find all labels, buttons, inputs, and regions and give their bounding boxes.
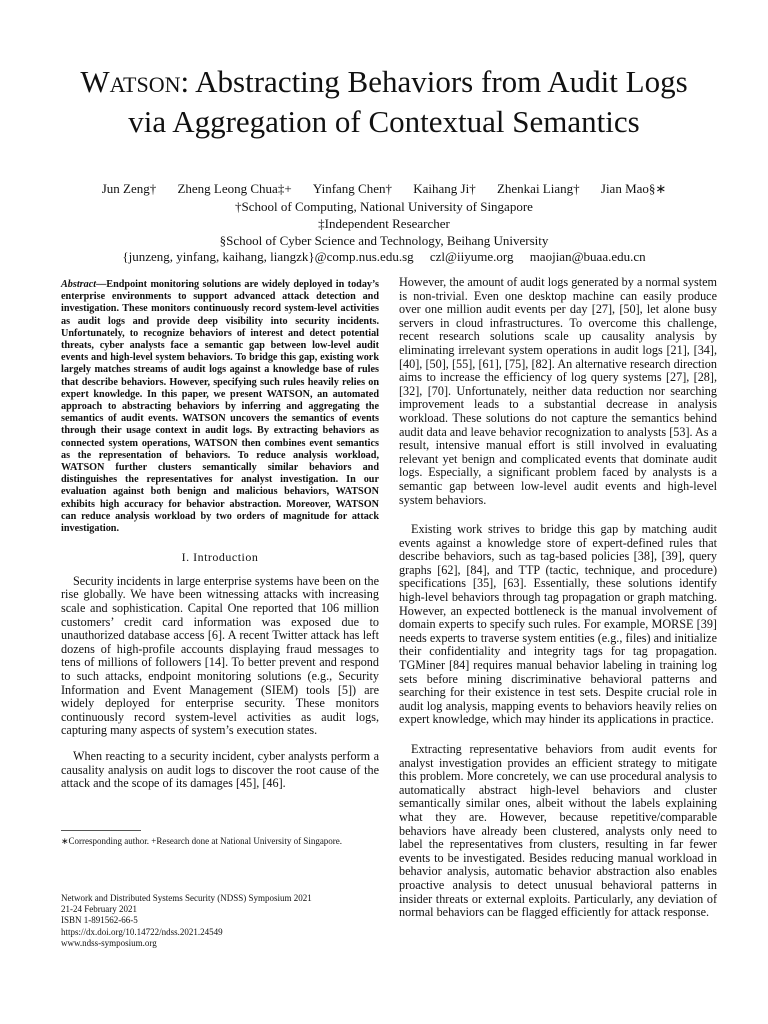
paragraph: Security incidents in large enterprise systems have been on the rise globally. We have been witnessing attacks with increasing scale and sophistication. Capital One reported that 106 million customers’ credit card information was exposed due to unauthorized database access [6]. A recent Twitter attack has left dozens of high-profile accounts displaying fraud messages to tens of millions of followers [14]. To better prevent and respond to such attacks, endpoint monitoring solutions (e.g., Security Information and Event Management (SIEM) tools [5]) are widely deployed for enterprise security. These monitors continuously record system-level activities as audit logs, capturing many aspects of system’s execution states. bbox=[61, 573, 379, 738]
conference-line: www.ndss-symposium.org bbox=[61, 937, 157, 948]
author: Jian Mao§∗ bbox=[600, 181, 667, 196]
title-line1: : Abstracting Behaviors from Audit Logs bbox=[180, 64, 688, 99]
title-line2: via Aggregation of Contextual Semantics bbox=[128, 104, 640, 139]
author: Kaihang Ji† bbox=[413, 181, 476, 196]
footnote-rule bbox=[61, 830, 141, 831]
affiliation: §School of Cyber Science and Technology, Beihang University bbox=[219, 233, 549, 248]
author: Zheng Leong Chua‡+ bbox=[177, 181, 292, 196]
paragraph: When reacting to a security incident, cyber analysts perform a causality analysis on audit logs to discover the root cause of the attack and the scope of its damages [45], [46]. bbox=[61, 748, 379, 791]
title-system-name: Watson bbox=[80, 64, 181, 99]
affiliation: †School of Computing, National University of Singapore bbox=[235, 199, 533, 214]
author: Zhenkai Liang† bbox=[496, 181, 580, 196]
footnote: ∗Corresponding author. +Research done at National University of Singapore. bbox=[61, 836, 343, 846]
paper-title bbox=[40, 62, 728, 142]
conference-line: Network and Distributed Systems Security (NDSS) Symposium 2021 bbox=[61, 893, 312, 903]
affiliation: ‡Independent Researcher bbox=[318, 216, 450, 231]
abstract-text: —Endpoint monitoring solutions are widely deployed in today’s enterprise environments to support advanced attack detection and investigation. These monitors continuously record system-level activities as audit logs and provide deep visibility into security incidents. Unfortunately, to recognize behaviors of interest and detect potential threats, cyber analysts face a semantic gap between low-level audit events and high-level system behaviors. To bridge this gap, existing work largely matches streams of audit logs against a knowledge base of rules that describe behaviors. However, specifying such rules heavily relies on expert knowledge. In this paper, we present WATSON, an automated approach to abstracting behaviors by inferring and aggregating the semantics of audit events. WATSON uncovers the semantics of events through their usage context in audit logs. By extracting behaviors as connected system operations, WATSON then combines event semantics as the representation of behaviors. To reduce analysis workload, WATSON further clusters semantically similar behaviors and distinguishes the representatives for analyst investigation. In our evaluation against both benign and malicious behaviors, WATSON exhibits high accuracy for behavior abstraction. Moreover, WATSON can reduce analysis workload by two orders of magnitude for attack investigation. bbox=[61, 279, 379, 535]
author: Yinfang Chen† bbox=[312, 181, 392, 196]
section-heading: I. Introduction bbox=[181, 550, 259, 565]
author: Jun Zeng† bbox=[101, 181, 157, 196]
conference-line: 21-24 February 2021 bbox=[61, 904, 137, 915]
abstract bbox=[61, 279, 379, 535]
abstract-label: Abstract bbox=[61, 279, 97, 290]
author-list bbox=[40, 180, 728, 197]
paragraph: Existing work strives to bridge this gap by matching audit events against a knowledge store of expert-defined rules that describe behaviors, such as tag-based policies [38], [39], query graphs [62], [84], and TTP (tactic, technique, and procedure) specifications [35], [63]. Essentially, these solutions identify high-level behaviors through tag propagation or graph matching. However, an expected bottleneck is the manual involvement of domain experts to specify such rules. For example, MORSE [39] needs experts to traverse system entities (e.g., files) and initialize their confidentiality and integrity tags for tag propagation. TGMiner [84] requires manual behavior labeling in training log sets before mining discriminative behavioral patterns and searching for their existence in test sets. Despite crucial role in audit log analysis, mapping events to behaviors heavily relies on expert knowledge, which may hinder its applications in practice. bbox=[399, 522, 717, 727]
conference-info bbox=[61, 893, 391, 949]
left-column bbox=[61, 279, 379, 791]
conference-line: ISBN 1-891562-66-5 bbox=[61, 915, 138, 926]
author-emails: {junzeng, yinfang, kaihang, liangzk}@comp.nus.edu.sg czl@iiyume.org maojian@buaa.edu.cn bbox=[122, 249, 646, 264]
conference-line: https://dx.doi.org/10.14722/ndss.2021.24549 bbox=[61, 926, 223, 937]
paragraph: Extracting representative behaviors from audit events for analyst investigation provides an efficient strategy to mitigate this problem. More concretely, we can use procedural analysis to automatically abstract high-level behaviors and cluster semantically similar ones, albeit without the labels explaining what they are. However, because repetitive/comparable behaviors have already been clustered, analysts only need to label the representatives from clusters, resulting in far fewer events to be investigated. Besides reducing manual workload in behavior analysis, automatic behavior abstraction also enables proactive analysis to detect unusual behavioral patterns in insider threats or external exploits. Particularly, any deviation of normal behaviors can be flagged efficiently for attack response. bbox=[399, 742, 717, 920]
right-column bbox=[399, 276, 717, 920]
paragraph: However, the amount of audit logs generated by a normal system is non-trivial. Even one desktop machine can easily produce over one million audit events per day [27], [50], let alone busy servers in cloud infrastructures. To overcome this challenge, recent research solutions scale up causality analysis by eliminating irrelevant system operations in audit logs [21], [34], [40], [50], [55], [61], [75], [82]. An alternative research direction aims to increase the efficiency of log query systems [27], [28], [32], [70]. Unfortunately, neither data reduction nor searching improvement leads to a substantial decrease in analysis workload. These solutions do not capture the semantics behind audit data and leave behavior recognization to analysts [53]. As a result, intensive manual effort is still involved in evaluating relevant yet benign and complicated events that dominate audit logs. Especially, a significant problem faced by analysts is a semantic gap between low-level audit events and high-level system behaviors. bbox=[399, 275, 717, 507]
